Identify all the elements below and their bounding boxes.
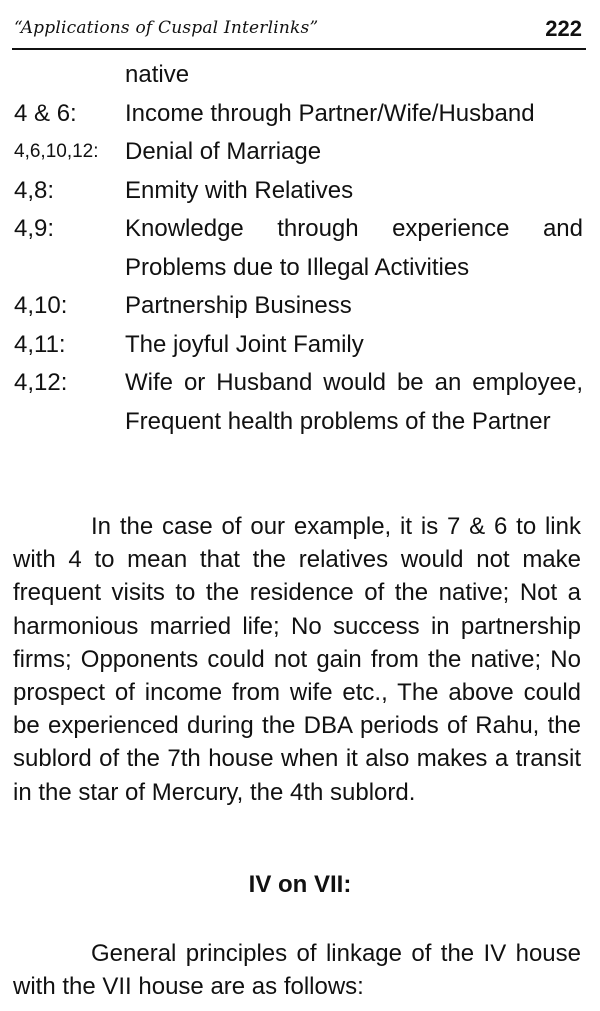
list-item bbox=[0, 133, 600, 172]
list-item bbox=[0, 95, 600, 134]
list-item bbox=[0, 364, 600, 441]
section-heading: IV on VII: bbox=[248, 871, 352, 898]
list-item-text: Enmity with Relatives bbox=[125, 176, 354, 204]
list-item-continuation bbox=[0, 56, 600, 95]
list-item-text: native bbox=[125, 61, 190, 88]
running-header-title: “Applications of Cuspal Interlinks” bbox=[14, 18, 319, 38]
list-item-key: 4,8: bbox=[14, 176, 55, 204]
list-item bbox=[0, 326, 600, 365]
list-item-key: 4,12: bbox=[14, 369, 68, 396]
list-item-text: Knowledge through experience and Problems due to Illegal Activities bbox=[125, 215, 583, 281]
list-item-text: Income through Partner/Wife/Husband bbox=[125, 99, 535, 127]
general-principles-paragraph: General principles of linkage of the IV house with the VII house are as follows: bbox=[13, 940, 581, 1001]
running-header bbox=[12, 14, 586, 50]
list-item bbox=[0, 287, 600, 326]
example-paragraph: In the case of our example, it is 7 & 6 to link with 4 to mean that the relatives would not make frequent visits to the residence of the native; Not a harmonious married life; No success in partnership firms; Opponents could not gain from the native; No prospect of income from wife etc., The above could be experienced during the DBA periods of Rahu, the sublord of the 7th house when it also makes a transit in the star of Mercury, the 4th sublord. bbox=[13, 513, 581, 806]
list-item bbox=[0, 172, 600, 211]
list-item-key: 4,6,10,12: bbox=[14, 141, 99, 162]
list-item-text: Partnership Business bbox=[125, 292, 352, 319]
list-item-key: 4 & 6: bbox=[14, 99, 77, 127]
page-number: 222 bbox=[545, 16, 582, 41]
list-item bbox=[0, 210, 600, 287]
list-item-text: Denial of Marriage bbox=[125, 138, 322, 165]
list-item-text: Wife or Husband would be an employee, Frequent health problems of the Partner bbox=[125, 369, 583, 435]
list-item-text: The joyful Joint Family bbox=[125, 330, 364, 358]
list-item-key: 4,10: bbox=[14, 292, 68, 319]
list-item-key: 4,9: bbox=[14, 215, 55, 242]
list-item-key: 4,11: bbox=[14, 330, 66, 358]
linkage-list bbox=[0, 56, 600, 441]
